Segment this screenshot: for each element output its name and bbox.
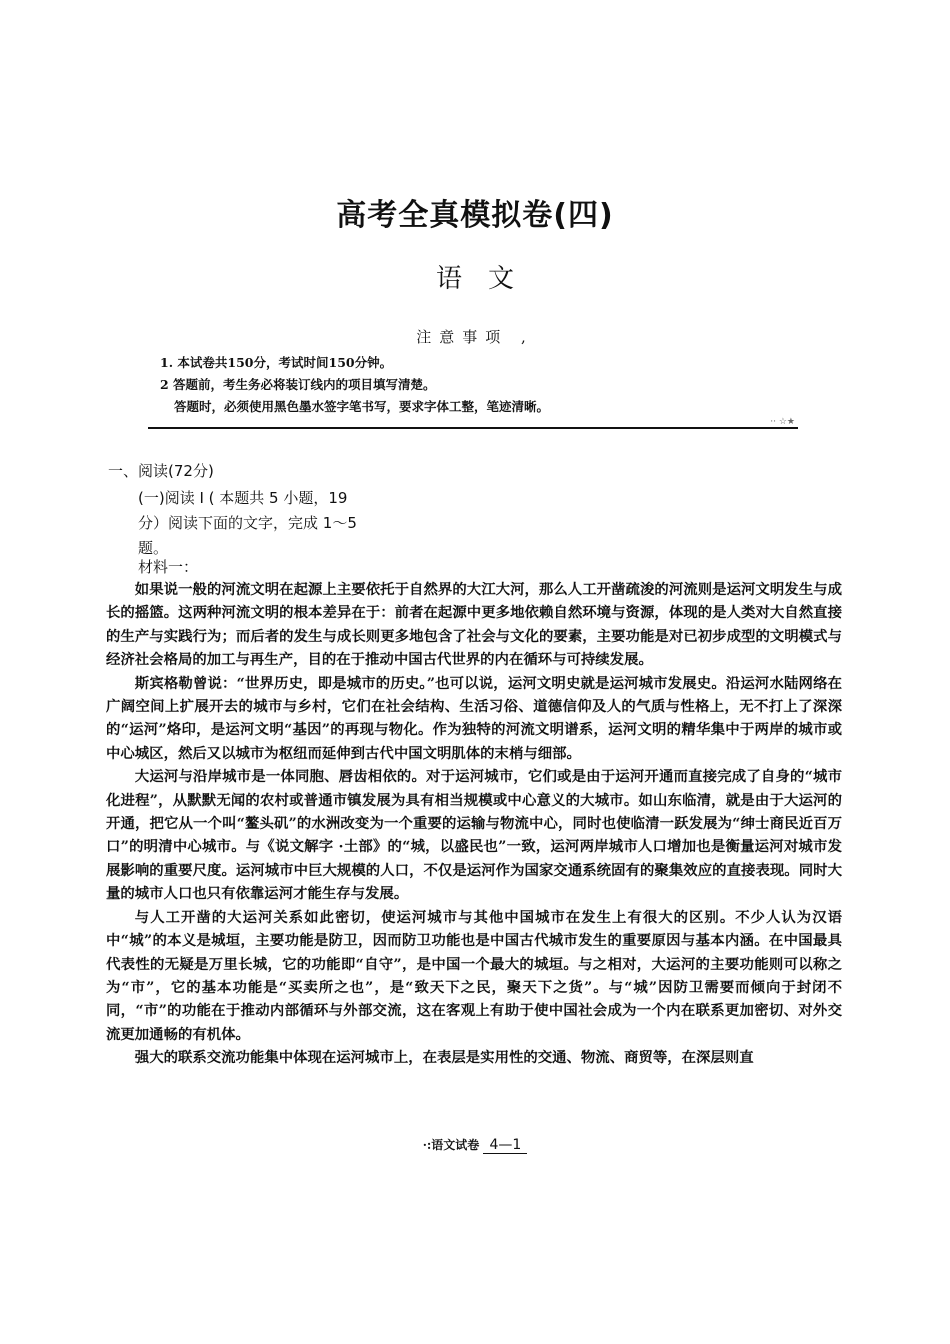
paragraph: 强大的联系交流功能集中体现在运河城市上，在表层是实用性的交通、物流、商贸等，在深层则直 — [134, 1049, 754, 1067]
notice-list — [160, 352, 820, 418]
paragraph: 与人工开凿的大运河关系如此密切，使运河城市与其他中国城市在发生上有很大的区别。不少人认为汉语中“城”的本义是城垣，主要功能是防卫，因而防卫功能也是中国古代城市发生的重要原因与基本内涵。在中国最具代表性的无疑是万里长城，它的功能即“自守”，是中国一个最大的城垣。与之相对，大运河的主要功能则可以称之为“市”，它的基本功能是“买卖所之也”，是“致天下之民，聚天下之货”。与“城”因防卫需要而倾向于封闭不同，“市”的功能在于推动内部循环与外部交流，这在客观上有助于使中国社会成为一个内在联系更加密切、对外交流更加通畅的有机体。 — [106, 908, 842, 1043]
part-instructions — [138, 486, 398, 561]
notice-item: 答题时，必须使用黑色墨水签字笔书写，要求字体工整，笔迹清晰。 — [174, 399, 550, 414]
paragraph: 大运河与沿岸城市是一体同胞、唇齿相依的。对于运河城市，它们或是由于运河开通而直接完成了自身的“城市化进程”，从默默无闻的农村或普通市镇发展为具有相当规模或中心意义的大城市。如山东临清，就是由于大运河的开通，把它从一个叫“鳌头矶”的水洲改变为一个重要的运输与物流中心，同时也使临清一跃发展为“绅士商民近百万口”的明清中心城市。与《说文解字 ·土部》的“城，以盛民也”一致，运河两岸城市人口增加也是衡量运河对城市发展影响的重要尺度。运河城市中巨大规模的人口，不仅是运河作为国家交通系统固有的聚集效应的直接表现。同时大量的城市人口也只有依靠运河才能生存与发展。 — [106, 768, 842, 903]
page-footer — [0, 1136, 950, 1153]
material-label: 材料一： — [138, 558, 199, 576]
section-heading: 一、阅读(72分) — [108, 462, 214, 480]
page-number: 4—1 — [483, 1137, 527, 1154]
header-divider — [148, 427, 798, 429]
subject-title: 语文 — [435, 264, 540, 294]
footer-label: ·:语文试卷 — [422, 1138, 480, 1152]
part-line: (一)阅读 I ( 本题共 5 小题，19 — [138, 489, 348, 507]
part-line: 分）阅读下面的文字，完成 1～5 — [138, 514, 357, 532]
divider-mark: ·· ☆★ — [770, 417, 795, 427]
notice-title: 注意事项 , — [416, 328, 534, 346]
paragraph: 斯宾格勒曾说：“世界历史，即是城市的历史。”也可以说，运河文明史就是运河城市发展史。沿运河水陆网络在广阔空间上扩展开去的城市与乡村，它们在社会结构、生活习俗、道德信仰及人的气质与性格上，无不打上了深深的“运河”烙印，是运河文明“基因”的再现与物化。作为独特的河流文明谱系，运河文明的精华集中于两岸的城市或中心城区，然后又以城市为枢纽而延伸到古代中国文明肌体的末梢与细部。 — [106, 674, 842, 762]
reading-passage — [106, 578, 842, 1070]
paragraph: 如果说一般的河流文明在起源上主要依托于自然界的大江大河，那么人工开凿疏浚的河流则是运河文明发生与成长的摇篮。这两种河流文明的根本差异在于：前者在起源中更多地依赖自然环境与资源，体现的是人类对大自然直接的生产与实践行为；而后者的发生与成长则更多地包含了社会与文化的要素，主要功能是对已初步成型的文明模式与经济社会格局的加工与再生产，目的在于推动中国古代世界的内在循环与可持续发展。 — [106, 581, 842, 669]
exam-title: 高考全真模拟卷(四) — [336, 198, 614, 233]
notice-item: 1. 本试卷共150分，考试时间150分钟。 — [160, 355, 393, 370]
part-line: 题。 — [138, 539, 169, 557]
notice-item: 2 答题前，考生务必将装订线内的项目填写清楚。 — [160, 377, 436, 392]
